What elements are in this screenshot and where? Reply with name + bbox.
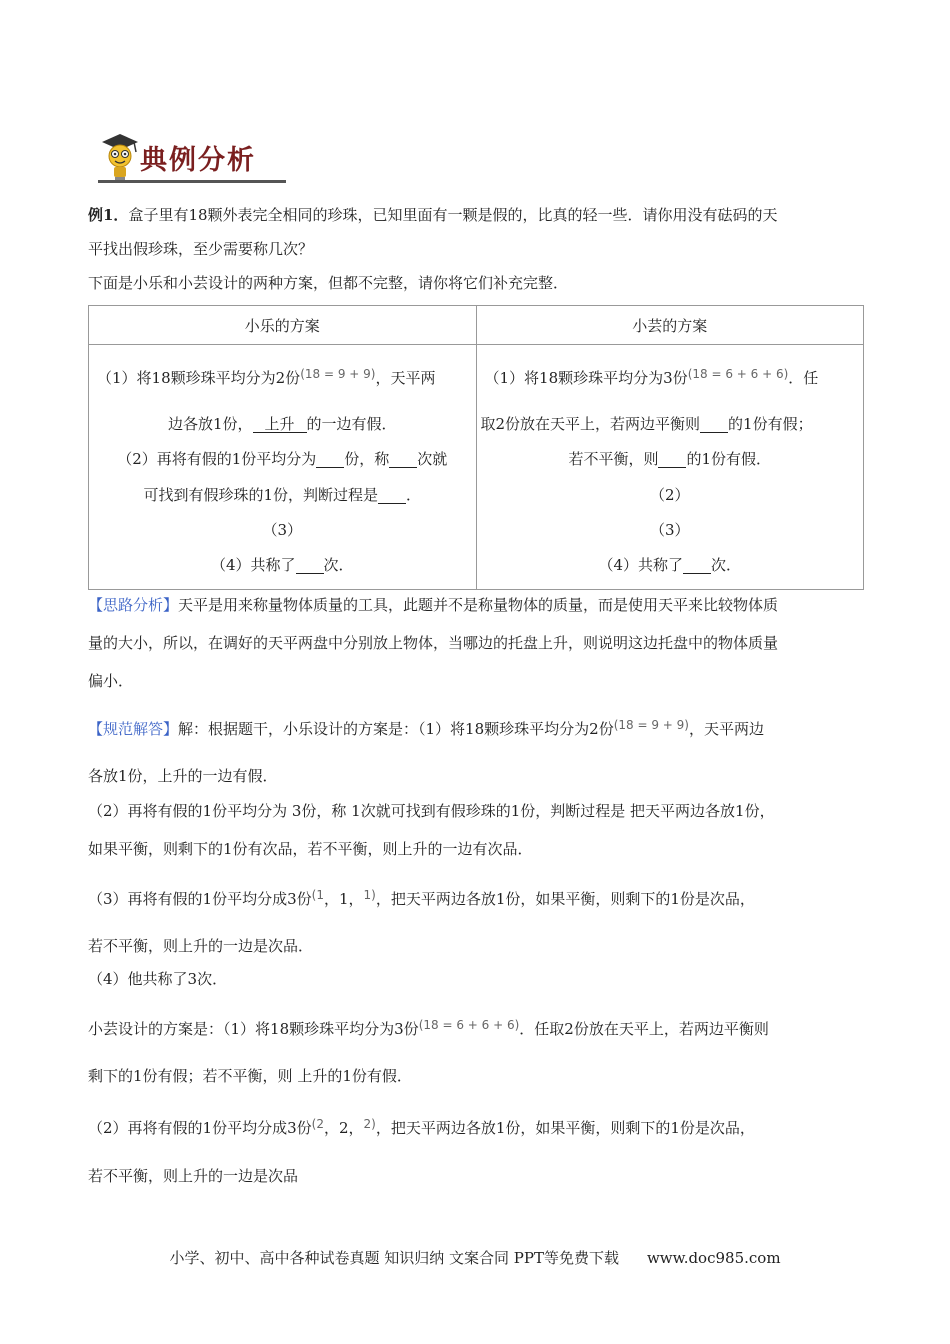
answer-line-11: 若不平衡，则上升的一边是次品 xyxy=(88,1167,299,1185)
yun-blank-1 xyxy=(700,417,728,433)
banner-title: 典例分析 xyxy=(140,145,256,176)
page-footer xyxy=(0,1247,950,1268)
answer-line-8: 小芸设计的方案是：（1）将18颗珍珠平均分为3份$^{(18 = 6 + 6 + 6)}$．任取2份放在天平上，若两边平衡则 xyxy=(88,1018,769,1038)
le-line-5: （3） xyxy=(262,521,303,539)
yun-line-4: （2） xyxy=(649,486,690,504)
le-formula: (18 = 9 + 9) xyxy=(300,367,376,381)
answer-line-9: 剩下的1份有假；若不平衡，则 上升的1份有假． xyxy=(88,1067,412,1085)
answer-line-7: （4）他共称了3次． xyxy=(88,970,228,988)
le-blank-5 xyxy=(296,558,324,574)
le-line-3: （2）再将有假的1份平均分为 份，称 次就 xyxy=(117,450,448,468)
analysis-line-3: 偏小． xyxy=(88,672,134,690)
answer-line-3: （2）再将有假的1份平均分为 3份，称 1次就可找到有假珍珠的1份，判断过程是 把天平两边各放1份， xyxy=(88,802,775,820)
answer-line-2: 各放1份，上升的一边有假． xyxy=(88,767,278,785)
yun-blank-2 xyxy=(658,452,686,468)
answer-tag: 【规范解答】 xyxy=(88,720,179,738)
le-blank-4 xyxy=(378,488,406,504)
le-line-1: （1）将18颗珍珠平均分为2份$^{(18 = 9 + 9)}$，天平两 xyxy=(97,367,436,387)
le-blank-3 xyxy=(389,452,417,468)
example-label: 例1． xyxy=(88,206,129,224)
analysis-tag: 【思路分析】 xyxy=(88,596,179,614)
answer-line-5: （3）再将有假的1份平均分成3份$^{(1}$，1，$^{1)}$，把天平两边各放1份，如果平衡，则剩下的1份是次品， xyxy=(88,888,755,908)
analysis-line-1: 【思路分析】天平是用来称量物体质量的工具，此题并不是称量物体的质量，而是使用天平来比较物体质 xyxy=(88,596,779,614)
section-banner xyxy=(98,130,288,186)
le-line-6: （4）共称了 次． xyxy=(210,556,354,574)
yun-line-2: 取2份放在天平上，若两边平衡则 的1份有假； xyxy=(480,415,813,433)
answer-line-1: 【规范解答】解：根据题干，小乐设计的方案是：（1）将18颗珍珠平均分为2份$^{(18 = 9 + 9)}$，天平两边 xyxy=(88,718,764,738)
footer-text: 小学、初中、高中各种试卷真题 知识归纳 文案合同 PPT等免费下载 xyxy=(169,1249,619,1267)
answer-line-6: 若不平衡，则上升的一边是次品． xyxy=(88,937,314,955)
question-line-1: 例1．盒子里有18颗外表完全相同的珍珠，已知里面有一颗是假的，比真的轻一些．请你用没有砝码的天 xyxy=(88,206,778,224)
answer-formula-1: (18 = 9 + 9) xyxy=(613,718,689,732)
le-blank-2 xyxy=(316,452,344,468)
answer-line-4: 如果平衡，则剩下的1份有次品，若不平衡，则上升的一边有次品． xyxy=(88,840,533,858)
scholar-lightbulb-icon xyxy=(98,130,142,186)
yun-formula: (18 = 6 + 6 + 6) xyxy=(687,367,789,381)
yun-blank-3 xyxy=(683,558,711,574)
question-line-3: 下面是小乐和小芸设计的两种方案，但都不完整，请你将它们补充完整． xyxy=(88,274,569,292)
plan-le-cell xyxy=(89,345,477,590)
answer-line-10: （2）再将有假的1份平均分成3份$^{(2}$，2，$^{2)}$，把天平两边各放1份，如果平衡，则剩下的1份是次品， xyxy=(88,1117,755,1137)
le-line-2: 边各放1份， 上升 的一边有假． xyxy=(167,415,397,433)
banner-underline xyxy=(98,180,286,183)
le-blank-1: 上升 xyxy=(253,417,307,433)
footer-url[interactable]: www.doc985.com xyxy=(646,1249,781,1267)
plans-table xyxy=(88,305,864,590)
question-line-2: 平找出假珍珠，至少需要称几次？ xyxy=(88,240,314,258)
le-line-4: 可找到有假珍珠的1份，判断过程是 ． xyxy=(143,486,422,504)
header-yun: 小芸的方案 xyxy=(476,306,864,345)
yun-line-6: （4）共称了 次． xyxy=(598,556,742,574)
yun-line-1: （1）将18颗珍珠平均分为3份$^{(18 = 6 + 6 + 6)}$．任 xyxy=(484,367,819,387)
answer-formula-2: (18 = 6 + 6 + 6) xyxy=(418,1018,520,1032)
plan-yun-cell xyxy=(476,345,864,590)
yun-line-3: 若不平衡，则 的1份有假． xyxy=(568,450,772,468)
header-le: 小乐的方案 xyxy=(89,306,477,345)
analysis-line-2: 量的大小，所以，在调好的天平两盘中分别放上物体，当哪边的托盘上升，则说明这边托盘中的物体质量 xyxy=(88,634,779,652)
yun-line-5: （3） xyxy=(649,521,690,539)
